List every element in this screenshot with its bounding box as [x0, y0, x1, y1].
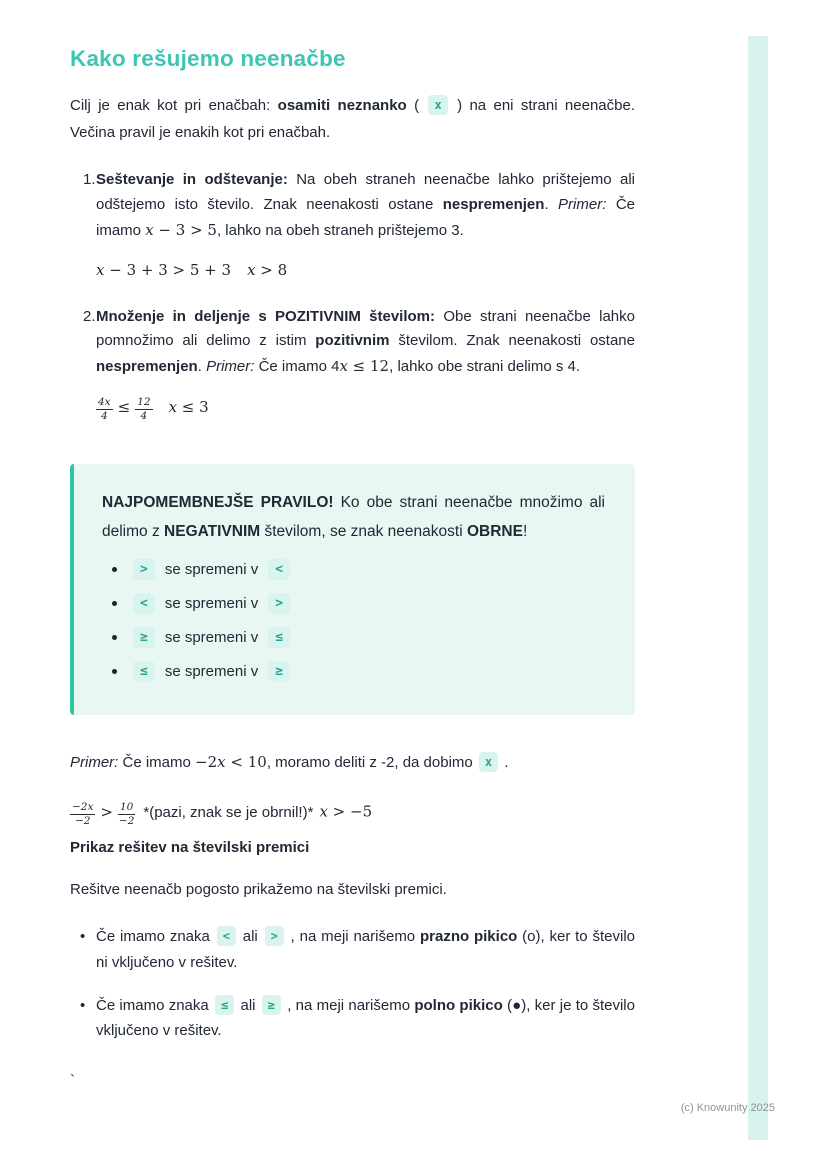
sign-flip-text: se spremeni v: [164, 629, 259, 647]
gt-chip: >: [265, 926, 284, 946]
bullet-marker: •: [80, 928, 86, 946]
x-chip: x: [479, 752, 498, 772]
math-operator: >: [100, 802, 113, 821]
sign-flip-text: se spremeni v: [164, 663, 259, 681]
intro-paragraph: [70, 93, 635, 146]
math-text: − 3 > 5: [153, 220, 217, 239]
lt-chip: <: [268, 559, 290, 580]
important-rule-callout: [70, 464, 635, 715]
math-text: ≤ 12: [347, 356, 390, 375]
example-text: Če imamo: [118, 754, 196, 772]
intro-bold: osamiti neznanko: [277, 97, 407, 114]
math-text: > −5: [327, 802, 373, 821]
math-operator: ≤: [117, 397, 131, 416]
math-var: x: [319, 802, 328, 821]
math-text: > 8: [255, 261, 288, 280]
callout-bold: NEGATIVNIM: [164, 522, 261, 540]
rule-bold: nespremenjen: [442, 195, 545, 213]
stray-backtick: `: [70, 1072, 75, 1090]
list-number: 1.: [83, 171, 96, 189]
bullet-text: Če imamo znaka: [96, 996, 213, 1014]
callout-text: Ko obe strani neenačbe množimo ali delimo z: [102, 494, 605, 540]
bullet-item-open-dot: [70, 924, 635, 976]
bullet-bold: polno pikico: [414, 996, 503, 1014]
numberline-heading: Prikaz rešitev na številski premici: [70, 839, 310, 857]
footer-credit: (c) Knowunity 2025: [680, 1102, 775, 1114]
callout-bold: OBRNE: [466, 522, 523, 540]
sign-flip-row: [112, 593, 605, 614]
rule-item-body: [96, 168, 635, 290]
rule-text: .: [197, 357, 207, 375]
lte-chip: ≤: [268, 627, 290, 648]
lte-chip: ≤: [133, 661, 155, 682]
example-paragraph: [70, 749, 635, 777]
primer-label: Primer:: [558, 195, 607, 213]
bullet-dot: [112, 601, 117, 606]
sign-flip-text: se spremeni v: [164, 561, 259, 579]
rule-text: Če imamo: [96, 195, 635, 239]
bullet-marker: •: [80, 996, 86, 1014]
fraction-numerator: 4x: [98, 395, 111, 408]
math-line-1: [96, 258, 635, 283]
math-text: < 10: [225, 753, 267, 772]
page-title: Kako rešujemo neenačbe: [70, 46, 346, 71]
sign-flip-text: se spremeni v: [164, 595, 259, 613]
fraction-denominator: −2: [118, 814, 135, 827]
rule-item-addition: [70, 168, 635, 290]
lt-chip: <: [133, 593, 155, 614]
rule-text: Če imamo 4: [254, 357, 340, 375]
fraction-denominator: −2: [74, 814, 91, 827]
math-var: x: [96, 261, 105, 280]
rule-title: Seštevanje in odštevanje:: [96, 171, 288, 189]
fraction: [118, 801, 135, 827]
fraction-denominator: 4: [140, 409, 148, 422]
intro-text-3: ) na eni strani neenačbe. Večina pravil je enakih kot pri enačbah.: [70, 97, 635, 141]
bullet-dot: [112, 635, 117, 640]
math-note: *(pazi, znak se je obrnil!)*: [143, 803, 314, 821]
math-text: ≤ 3: [177, 397, 209, 416]
fraction-numerator: 10: [119, 801, 134, 814]
gt-chip: >: [268, 593, 290, 614]
rule-text: Na obeh straneh neenačbe lahko prištejemo ali odštejemo isto število. Znak neenakosti ostane: [96, 171, 636, 213]
primer-label: Primer:: [70, 754, 119, 772]
example-text: , moramo deliti z -2, da dobimo: [266, 754, 477, 772]
math-text: − 3 + 3 > 5 + 3: [104, 261, 232, 280]
primer-label: Primer:: [206, 357, 255, 375]
lt-chip: <: [217, 926, 236, 946]
document-page: [70, 0, 635, 1089]
rule-text: , lahko obe strani delimo s 4.: [389, 357, 581, 375]
rule-bold: pozitivnim: [315, 332, 390, 350]
bullet-dot: [112, 567, 117, 572]
fraction-denominator: 4: [100, 409, 108, 422]
numberline-bullet-list: [70, 924, 635, 1044]
rule-text: številom. Znak neenakosti ostane: [389, 332, 635, 350]
bullet-text: (o), ker to število ni vključeno v rešitev.: [96, 928, 635, 971]
rules-ordered-list: [70, 168, 635, 430]
rule-title: Množenje in deljenje s POZITIVNIM številom:: [96, 307, 436, 325]
sign-flip-row: [112, 661, 605, 682]
rule-item-multiplication: [70, 305, 635, 430]
numberline-paragraph: Rešitve neenačb pogosto prikažemo na številski premici.: [70, 881, 447, 899]
bullet-text: Če imamo znaka: [96, 928, 215, 946]
intro-text-2: (: [406, 97, 427, 114]
math-line-3: [70, 801, 635, 827]
bullet-text: , na meji narišemo: [282, 996, 415, 1014]
rule-item-body: [96, 305, 635, 430]
gte-chip: ≥: [133, 627, 155, 648]
bullet-text: , na meji narišemo: [285, 928, 420, 946]
math-var: x: [145, 220, 154, 239]
bullet-text: ali: [237, 928, 263, 946]
math-line-2: [96, 395, 635, 423]
bullet-bold: prazno pikico: [419, 928, 518, 946]
math-var: x: [217, 753, 226, 772]
x-chip: x: [428, 95, 447, 115]
page-edge-accent-stripe: [748, 36, 768, 1140]
rule-bold: nespremenjen: [96, 357, 198, 375]
sign-flip-row: [112, 627, 605, 648]
bullet-item-filled-dot: [70, 993, 635, 1045]
gte-chip: ≥: [262, 995, 281, 1015]
rule-text: Obe strani neenačbe lahko pomnožimo ali delimo z istim: [96, 307, 635, 350]
fraction-numerator: 12: [137, 395, 151, 408]
gte-chip: ≥: [268, 661, 290, 682]
rule-text: .: [544, 195, 559, 213]
callout-title: NAJPOMEMBNEJŠE PRAVILO!: [102, 494, 334, 512]
lte-chip: ≤: [215, 995, 234, 1015]
fraction-numerator: −2x: [72, 801, 94, 814]
fraction: [96, 396, 113, 422]
example-text: .: [500, 754, 509, 772]
math-var: x: [247, 261, 256, 280]
intro-text-1: Cilj je enak kot pri enačbah:: [70, 97, 278, 114]
sign-flip-row: [112, 559, 605, 580]
rule-text: , lahko na obeh straneh prištejemo 3.: [216, 221, 464, 239]
bullet-body: [96, 924, 635, 976]
math-var: x: [168, 397, 178, 416]
fraction: [70, 801, 95, 827]
bullet-body: [96, 993, 635, 1045]
list-number: 2.: [83, 307, 96, 325]
bullet-text: (●), ker je to število vključeno v rešitev.: [96, 996, 635, 1040]
gt-chip: >: [133, 559, 155, 580]
math-var: x: [339, 356, 348, 375]
bullet-dot: [112, 669, 117, 674]
math-text: −2: [195, 753, 218, 772]
callout-text: !: [522, 522, 528, 540]
callout-text: številom, se znak neenakosti: [260, 522, 467, 540]
bullet-text: ali: [236, 996, 260, 1014]
fraction: [135, 396, 152, 422]
callout-paragraph: [102, 489, 605, 546]
